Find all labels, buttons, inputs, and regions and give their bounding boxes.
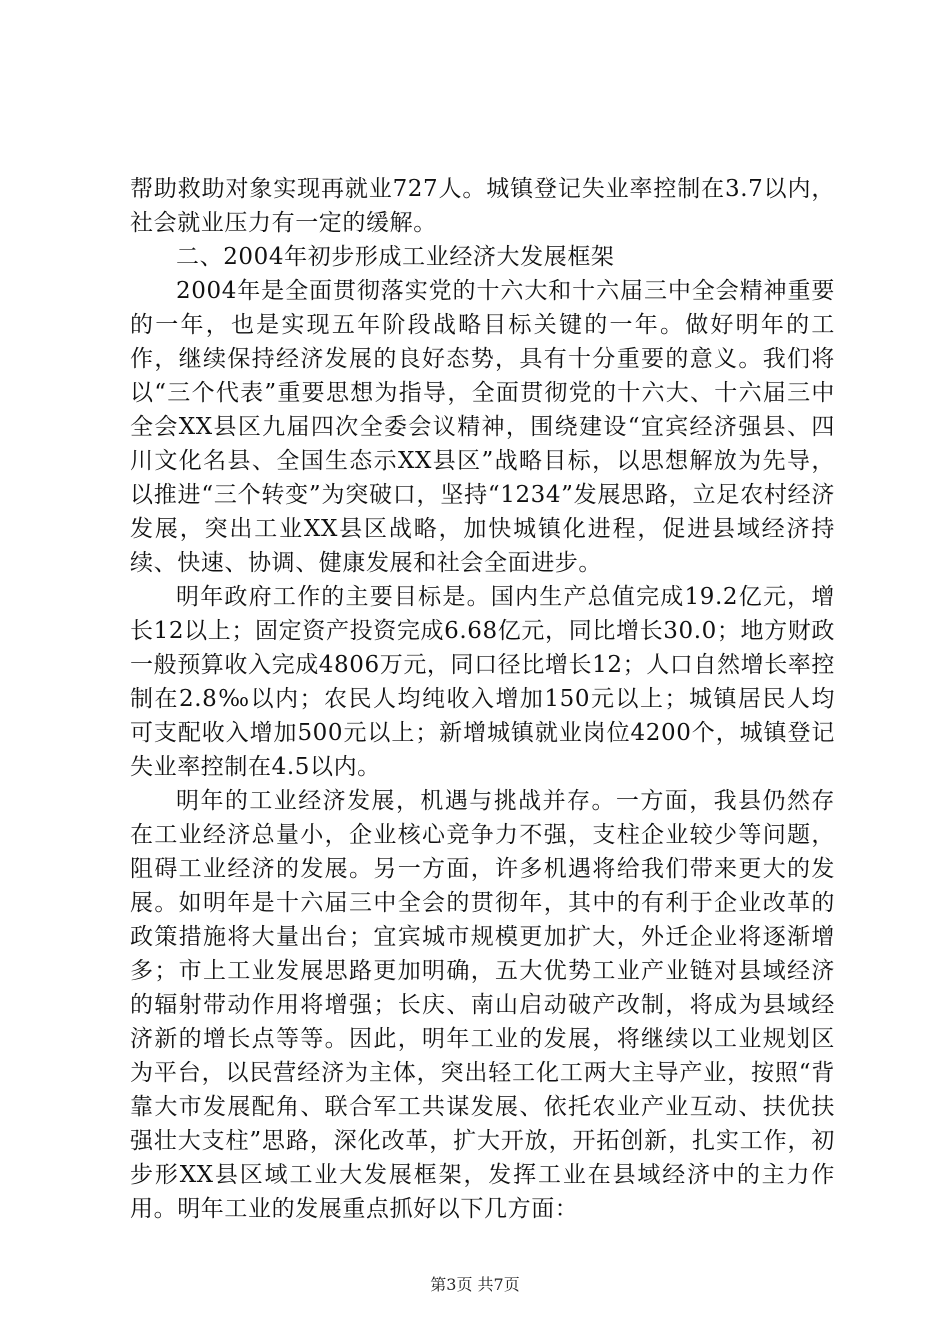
paragraph-continuation: 帮助救助对象实现再就业727人。城镇登记失业率控制在3.7以内，社会就业压力有一定的缓解。 xyxy=(130,176,835,236)
page-number-footer: 第3页 共7页 xyxy=(430,1275,520,1294)
paragraph-2004-overview: 2004年是全面贯彻落实党的十六大和十六届三中全会精神重要的一年，也是实现五年阶段战略目标关键的一年。做好明年的工作，继续保持经济发展的良好态势，具有十分重要的意义。我们将以“三个代表”重要思想为指导，全面贯彻党的十六大、十六届三中全会XX县区九届四次全委会议精神，围绕建设“宜宾经济强县、四川文化名县、全国生态示XX县区”战略目标，以思想解放为先导，以推进“三个转变”为突破口，坚持“1234”发展思路，立足农村经济发展，突出工业XX县区战略，加快城镇化进程，促进县域经济持续、快速、协调、健康发展和社会全面进步。 xyxy=(130,278,835,576)
section-heading: 二、2004年初步形成工业经济大发展框架 xyxy=(176,244,615,270)
paragraph-main-targets: 明年政府工作的主要目标是。国内生产总值完成19.2亿元，增长12以上；固定资产投资完成6.68亿元，同比增长30.0；地方财政一般预算收入完成4806万元，同口径比增长12；人口自然增长率控制在2.8‰以内；农民人均纯收入增加150元以上；城镇居民人均可支配收入增加500元以上；新增城镇就业岗位4200个，城镇登记失业率控制在4.5以内。 xyxy=(130,584,835,780)
paragraph-industrial-outlook: 明年的工业经济发展，机遇与挑战并存。一方面，我县仍然存在工业经济总量小，企业核心竞争力不强，支柱企业较少等问题，阻碍工业经济的发展。另一方面，许多机遇将给我们带来更大的发展。如明年是十六届三中全会的贯彻年，其中的有利于企业改革的政策措施将大量出台；宜宾城市规模更加扩大，外迁企业将逐渐增多；市上工业发展思路更加明确，五大优势工业产业链对县域经济的辐射带动作用将增强；长庆、南山启动破产改制，将成为县域经济新的增长点等等。因此，明年工业的发展，将继续以工业规划区为平台，以民营经济为主体，突出轻工化工两大主导产业，按照“背靠大市发展配角、联合军工共谋发展、依托农业产业互动、扶优扶强壮大支柱”思路，深化改革，扩大开放，开拓创新，扎实工作，初步形XX县区域工业大发展框架，发挥工业在县域经济中的主力作用。明年工业的发展重点抓好以下几方面： xyxy=(130,788,835,1222)
document-body xyxy=(130,172,835,1226)
